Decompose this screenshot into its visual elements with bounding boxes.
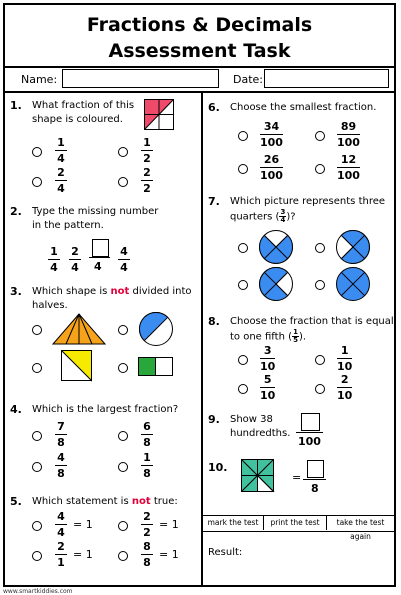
q7-option-d-radio[interactable]: [315, 280, 325, 290]
q4-option-c-radio[interactable]: [32, 462, 42, 472]
q8-option-c-radio[interactable]: [238, 384, 248, 394]
q6-option-b-radio[interactable]: [315, 131, 325, 141]
q4-option-d: 1 8: [141, 451, 153, 480]
q4-text: Which is the largest fraction?: [32, 404, 179, 415]
q3-yellow-square: [61, 350, 93, 382]
q9-fraction-bar: [296, 432, 323, 433]
q9-answer-box[interactable]: [301, 413, 320, 431]
q5-text: Which statement is not true:: [32, 496, 178, 507]
q6-option-b: 89 100: [337, 120, 360, 149]
q7-circle-a: [258, 229, 294, 265]
q8-number: 8.: [208, 315, 220, 328]
q3-orange-triangle: [52, 313, 106, 345]
q7-circle-c: [258, 266, 294, 302]
q1-option-d: 2 2: [141, 166, 153, 195]
q5-option-c: 2 1: [55, 540, 67, 569]
q5-option-d-result: = 1: [159, 548, 179, 561]
q10-fraction-bar: [303, 479, 326, 480]
q10-square: [241, 459, 275, 493]
q5-option-a-result: = 1: [73, 518, 93, 531]
q1-text: What fraction of this shape is coloured.: [32, 100, 135, 125]
q5-option-a-radio[interactable]: [32, 521, 42, 531]
q8-option-a: 3 10: [260, 344, 276, 373]
q5-number: 5.: [10, 495, 22, 508]
q2-pattern-2: 2 4: [69, 245, 81, 274]
q5-option-b-radio[interactable]: [118, 521, 128, 531]
q5-option-b-result: = 1: [159, 518, 179, 531]
q2-text: Type the missing number in the pattern.: [32, 206, 159, 231]
q7-circle-d: [335, 266, 371, 302]
q7-option-a-radio[interactable]: [238, 243, 248, 253]
q4-option-c: 4 8: [55, 451, 67, 480]
q7-option-c-radio[interactable]: [238, 280, 248, 290]
q1-option-c: 2 4: [55, 166, 67, 195]
q6-option-d-radio[interactable]: [315, 164, 325, 174]
result-label: Result:: [208, 547, 243, 558]
name-label: Name:: [21, 73, 58, 86]
q2-pattern-4: 4 4: [118, 245, 130, 274]
q8-text: Choose the fraction that is equal to one fifth ( $\frac{1}{5}$ ).: [230, 316, 394, 344]
q1-option-c-radio[interactable]: [32, 177, 42, 187]
q5-option-a: 4 4: [55, 510, 67, 539]
q3-option-c-radio[interactable]: [32, 363, 42, 373]
q7-text: Which picture represents three quarters ( $\frac{3}{4}$ )?: [230, 196, 386, 224]
q5-option-c-result: = 1: [73, 548, 93, 561]
q7-option-b-radio[interactable]: [315, 243, 325, 253]
q6-number: 6.: [208, 101, 220, 114]
q10-answer-box[interactable]: [307, 460, 324, 478]
q3-option-d-radio[interactable]: [118, 363, 128, 373]
q2-pattern-3-bar: [89, 257, 110, 258]
q6-option-d: 12 100: [337, 153, 360, 182]
date-field[interactable]: [264, 69, 389, 88]
q2-number: 2.: [10, 205, 22, 218]
name-field[interactable]: [62, 69, 219, 88]
divider: [5, 91, 394, 93]
title-line-1: Fractions & Decimals: [86, 14, 313, 36]
q5-option-d-radio[interactable]: [118, 551, 128, 561]
q2-answer-box[interactable]: [92, 239, 109, 257]
q1-option-d-radio[interactable]: [118, 177, 128, 187]
q3-option-b-radio[interactable]: [118, 325, 128, 335]
q6-option-c: 26 100: [260, 153, 283, 182]
q2-pattern-3-den: 4: [94, 260, 102, 273]
q8-option-d: 2 10: [337, 373, 353, 402]
q1-number: 1.: [10, 99, 22, 112]
q1-option-b-radio[interactable]: [118, 147, 128, 157]
retake-test-button[interactable]: take the test again: [336, 518, 385, 541]
q8-option-c: 5 10: [260, 373, 276, 402]
q4-option-b-radio[interactable]: [118, 431, 128, 441]
q7-circle-b: [335, 229, 371, 265]
mark-test-button[interactable]: mark the test: [203, 516, 264, 530]
q3-option-a-radio[interactable]: [32, 325, 42, 335]
q4-option-a-radio[interactable]: [32, 431, 42, 441]
q8-option-b-radio[interactable]: [315, 355, 325, 365]
q1-shape: [144, 99, 174, 130]
date-label: Date:: [233, 73, 263, 86]
q3-text: Which shape is not divided into halves.: [32, 286, 192, 311]
q6-option-a-radio[interactable]: [238, 131, 248, 141]
q6-text: Choose the smallest fraction.: [230, 102, 377, 113]
q5-option-c-radio[interactable]: [32, 551, 42, 561]
q4-number: 4.: [10, 403, 22, 416]
q10-equals: =: [292, 471, 302, 484]
q3-green-rectangle: [138, 357, 174, 377]
q4-option-a: 7 8: [55, 420, 67, 449]
q10-denominator: 8: [311, 482, 319, 495]
footer-url: www.smartkiddies.com: [3, 588, 73, 595]
q1-option-b: 1 2: [141, 136, 153, 165]
q3-number: 3.: [10, 285, 22, 298]
q6-option-c-radio[interactable]: [238, 164, 248, 174]
q9-text: Show 38 hundredths.: [230, 414, 291, 439]
q8-option-a-radio[interactable]: [238, 355, 248, 365]
q7-number: 7.: [208, 195, 220, 208]
print-test-button[interactable]: print the test: [264, 516, 327, 530]
q8-option-b: 1 10: [337, 344, 353, 373]
q1-option-a-radio[interactable]: [32, 147, 42, 157]
q9-denominator: 100: [298, 435, 321, 448]
divider: [5, 66, 394, 68]
q9-number: 9.: [208, 413, 220, 426]
title-line-2: Assessment Task: [108, 40, 291, 62]
q5-option-b: 2 2: [141, 510, 153, 539]
worksheet: [3, 3, 396, 587]
q4-option-d-radio[interactable]: [118, 462, 128, 472]
q5-option-d: 8 8: [141, 540, 153, 569]
q10-number: 10.: [208, 461, 228, 474]
column-divider: [201, 91, 203, 585]
q3-blue-circle: [138, 311, 174, 347]
q6-option-a: 34 100: [260, 120, 283, 149]
q2-pattern-1: 1 4: [48, 245, 60, 274]
q1-option-a: 1 4: [55, 136, 67, 165]
q8-option-d-radio[interactable]: [315, 384, 325, 394]
q4-option-b: 6 8: [141, 420, 153, 449]
